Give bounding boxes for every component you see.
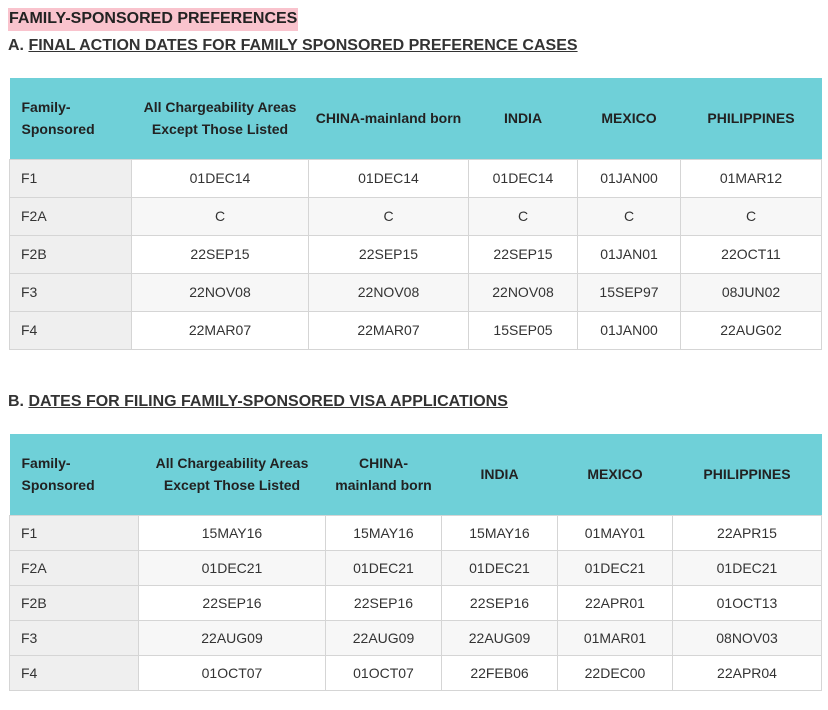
row-header-cell: F2A [10, 197, 132, 235]
table-header-row [10, 434, 822, 515]
section-a-prefix: A. [8, 37, 24, 54]
table-cell: 22FEB06 [442, 655, 558, 690]
column-header: CHINA-mainland born [326, 434, 442, 515]
table-cell: 01DEC14 [132, 159, 309, 197]
column-header: Family-Sponsored [10, 78, 132, 159]
table-cell: 01DEC21 [673, 550, 822, 585]
table-cell: 15MAY16 [442, 515, 558, 550]
row-header-cell: F4 [10, 655, 139, 690]
column-header: MEXICO [578, 78, 681, 159]
table-cell: 15MAY16 [139, 515, 326, 550]
row-header-cell: F2A [10, 550, 139, 585]
table-cell: 22APR01 [558, 585, 673, 620]
table-cell: C [681, 197, 822, 235]
page-title: FAMILY-SPONSORED PREFERENCES [8, 8, 298, 31]
table-cell: C [469, 197, 578, 235]
table-row [10, 550, 822, 585]
column-header: MEXICO [558, 434, 673, 515]
table-cell: 01JAN01 [578, 235, 681, 273]
row-header-cell: F4 [10, 311, 132, 349]
table-cell: 22AUG09 [139, 620, 326, 655]
table-cell: 08JUN02 [681, 273, 822, 311]
column-header: CHINA-mainland born [309, 78, 469, 159]
table-cell: 01JAN00 [578, 159, 681, 197]
table-cell: 22NOV08 [309, 273, 469, 311]
section-b-prefix: B. [8, 393, 24, 410]
table-cell: 01OCT07 [139, 655, 326, 690]
column-header: All Chargeability Areas Except Those Listed [132, 78, 309, 159]
table-cell: 15SEP97 [578, 273, 681, 311]
row-header-cell: F1 [10, 159, 132, 197]
table-cell: 22OCT11 [681, 235, 822, 273]
table-cell: 01DEC14 [309, 159, 469, 197]
table-cell: 01MAR12 [681, 159, 822, 197]
table-cell: 01DEC21 [558, 550, 673, 585]
table-cell: 22DEC00 [558, 655, 673, 690]
table-cell: 01OCT13 [673, 585, 822, 620]
column-header: PHILIPPINES [673, 434, 822, 515]
table-cell: C [309, 197, 469, 235]
table-cell: 22SEP16 [442, 585, 558, 620]
table-cell: 22SEP15 [309, 235, 469, 273]
dates-for-filing-table [9, 434, 822, 691]
table-cell: 01OCT07 [326, 655, 442, 690]
table-cell: 01DEC14 [469, 159, 578, 197]
table-row [10, 620, 822, 655]
table-cell: 01MAY01 [558, 515, 673, 550]
final-action-dates-table [9, 78, 822, 350]
table-cell: 08NOV03 [673, 620, 822, 655]
column-header: INDIA [469, 78, 578, 159]
section-a-heading [8, 36, 578, 56]
table-cell: 22MAR07 [309, 311, 469, 349]
table-cell: 22SEP16 [326, 585, 442, 620]
table-cell: 01MAR01 [558, 620, 673, 655]
table-cell: C [578, 197, 681, 235]
row-header-cell: F2B [10, 235, 132, 273]
table-header-row [10, 78, 822, 159]
column-header: All Chargeability Areas Except Those Listed [139, 434, 326, 515]
table-cell: 22APR04 [673, 655, 822, 690]
table-cell: 22AUG09 [326, 620, 442, 655]
table-row [10, 585, 822, 620]
table-cell: 15MAY16 [326, 515, 442, 550]
table-cell: 22SEP16 [139, 585, 326, 620]
row-header-cell: F3 [10, 620, 139, 655]
table-cell: 22AUG02 [681, 311, 822, 349]
table-cell: 01DEC21 [139, 550, 326, 585]
section-b-heading [8, 392, 508, 412]
table-row [10, 273, 822, 311]
table-row [10, 655, 822, 690]
column-header: Family-Sponsored [10, 434, 139, 515]
section-b-title: DATES FOR FILING FAMILY-SPONSORED VISA APPLICATIONS [28, 393, 508, 410]
table-row [10, 197, 822, 235]
table-cell: 22AUG09 [442, 620, 558, 655]
table-cell: 15SEP05 [469, 311, 578, 349]
table-row [10, 515, 822, 550]
section-a-title: FINAL ACTION DATES FOR FAMILY SPONSORED PREFERENCE CASES [28, 37, 578, 54]
row-header-cell: F3 [10, 273, 132, 311]
row-header-cell: F1 [10, 515, 139, 550]
table-cell: 22SEP15 [469, 235, 578, 273]
column-header: PHILIPPINES [681, 78, 822, 159]
table-cell: 22NOV08 [469, 273, 578, 311]
table-cell: 22SEP15 [132, 235, 309, 273]
table-cell: 22NOV08 [132, 273, 309, 311]
table-cell: 01DEC21 [442, 550, 558, 585]
table-cell: 01DEC21 [326, 550, 442, 585]
row-header-cell: F2B [10, 585, 139, 620]
table-cell: 22APR15 [673, 515, 822, 550]
table-cell: 22MAR07 [132, 311, 309, 349]
table-row [10, 235, 822, 273]
table-cell: C [132, 197, 309, 235]
table-cell: 01JAN00 [578, 311, 681, 349]
table-row [10, 311, 822, 349]
table-row [10, 159, 822, 197]
column-header: INDIA [442, 434, 558, 515]
